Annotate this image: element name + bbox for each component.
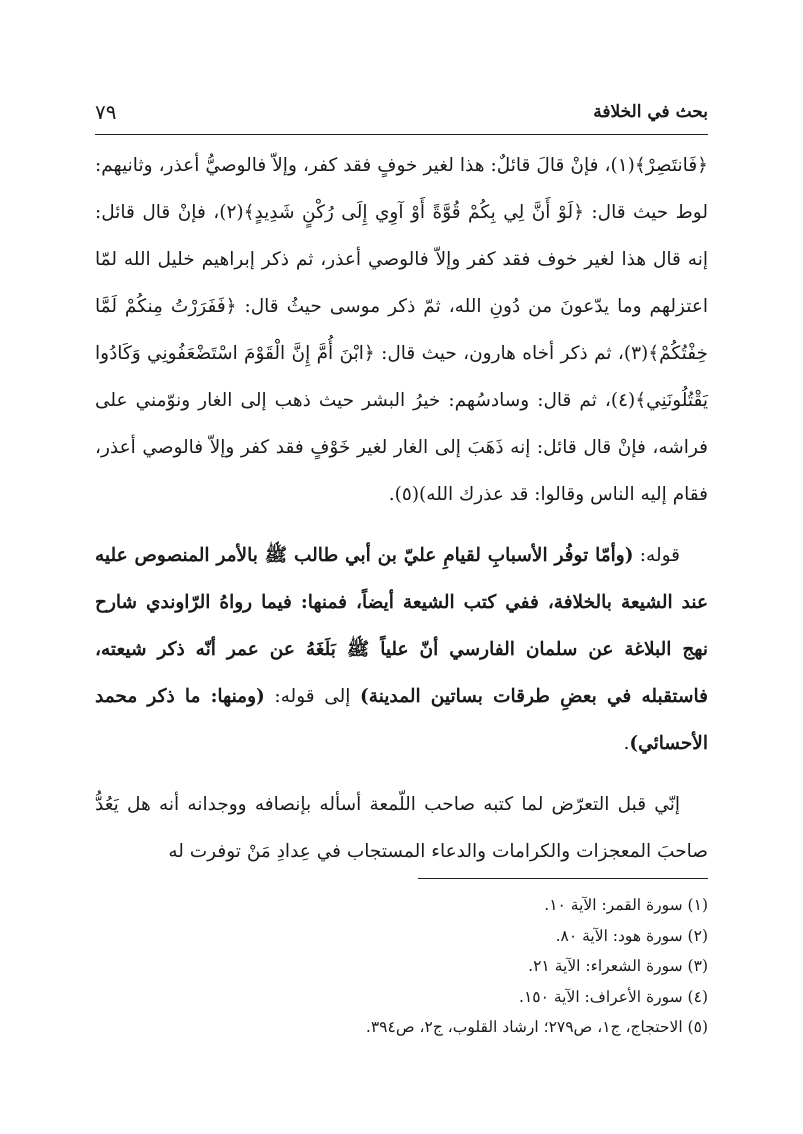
- footnote-4: (٤) سورة الأعراف: الآية ١٥٠.: [519, 987, 708, 1006]
- paragraph-response: إنّي قبل التعرّض لما كتبه صاحب اللّمعة أسأله بإنصافه ووجدانه أنه هل يَعُدُّ صاحبَ المعجزات والكرامات والدعاء المستجاب في عِدادِ مَنْ توفرت له: [95, 794, 708, 862]
- running-title: بحث في الخلافة: [593, 102, 708, 122]
- footnote-2: (٢) سورة هود: الآية ٨٠.: [555, 926, 708, 945]
- footnote-3: (٣) سورة الشعراء: الآية ٢١.: [528, 957, 708, 975]
- page-number: ٧٩: [95, 100, 117, 124]
- quote-lead: قوله:: [633, 545, 680, 566]
- footnote-divider: [418, 878, 708, 879]
- quote-tail: .: [623, 733, 630, 754]
- running-header: [95, 92, 708, 132]
- footnote-5: (٥) الاحتجاج، ج١، ص٢٧٩؛ ارشاد القلوب، ج٢، ص٣٩٤.: [365, 1018, 708, 1036]
- header-divider: [95, 134, 708, 135]
- paragraph-quoted-claim: [95, 532, 708, 767]
- quote-middle: إلى قوله:: [264, 686, 361, 707]
- footnote-1: (١) سورة القمر: الآية ١٠.: [544, 896, 708, 914]
- quoted-text-bold: (وأمّا توفُر الأسبابِ لقيامِ عليّ بن أبي طالب ﷺ بالأمر المنصوص عليه عند الشيعة بالخلافة، ففي كتب الشيعة أيضاً، فمنها: فيما رواهُ الرّاوندي شارح نهج البلاغة عن سلمان الفارسي أنّ علياً ﷺ بَلَغَهُ عن عمر أنّه ذكر شيعته، فاستقبله في بعضِ طرقات بساتين المدينة): [95, 545, 708, 707]
- quoted-text-bold-2: (ومنها: ما ذكر محمد الأحسائي): [95, 686, 708, 754]
- paragraph-continuation: ﴿فَانتَصِرْ﴾(١)، فإنْ قالَ قائلٌ: هذا لغير خوفٍ فقد كفر، وإلاّ فالوصيُّ أعذر، وثانيهم: لوط حيث قال: ﴿لَوْ أَنَّ لِي بِكُمْ قُوَّةً أَوْ آوِي إِلَى رُكْنٍ شَدِيدٍ﴾(٢)، فإنْ قال قائل: إنه قال هذا لغير خوف فقد كفر وإلاّ فالوصي أعذر، ثم ذكر إبراهيم خليل الله لمّا اعتزلهم وما يدّعونَ من دُونِ الله، ثمّ ذكر موسى حيثُ قال: ﴿فَفَرَرْتُ مِنكُمْ لَمَّا خِفْتُكُمْ﴾(٣)، ثم ذكر أخاه هارون، حيث قال: ﴿ابْنَ أُمَّ إِنَّ الْقَوْمَ اسْتَضْعَفُونِي وَكَادُوا يَقْتُلُونَنِي﴾(٤)، ثم قال: وسادسُهم: خيرُ البشر حيث ذهب إلى الغار ونوّمني على فراشه، فإنْ قال قائل: إنه ذَهَبَ إلى الغار لغير خَوْفٍ فقد كفر وإلاّ فالوصي أعذر، فقام إليه الناس وقالوا: قد عذرك الله)(٥).: [95, 155, 708, 505]
- main-text: [95, 142, 708, 875]
- footnotes: [95, 890, 708, 1043]
